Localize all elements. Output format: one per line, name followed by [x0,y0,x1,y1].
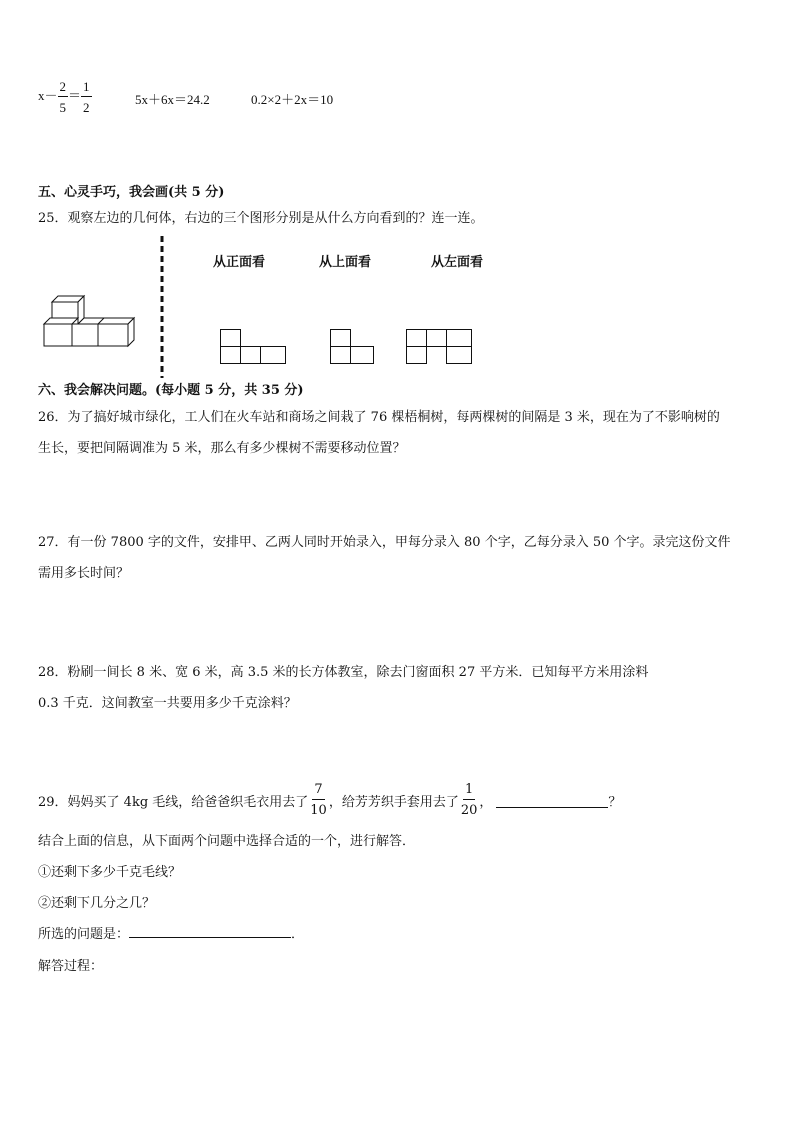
section-6-heading: 六、我会解决问题。(每小题 5 分，共 35 分) [38,383,304,398]
grid-cell [406,329,427,347]
view-grid-2[interactable] [330,329,374,365]
fraction-2-5: $\frac{2}{5}$ [59,79,67,115]
fraction-1-2: $\frac{1}{2}$ [83,79,90,115]
view-label-left: 从左面看 [431,255,484,270]
view-label-front: 从正面看 [213,255,266,270]
equation-1 [38,80,92,114]
equation-2: 5x＋6x＝24.2 [135,92,210,107]
question-25: 25．观察左边的几何体，右边的三个图形分别是从什么方向看到的？连一连。 [38,211,484,226]
question-27-line-2: 需用多长时间？ [38,566,130,581]
view-grid-1[interactable] [220,329,286,365]
question-26-line-1: 26．为了搞好城市绿化，工人们在火车站和商场之间栽了 76 棵梧桐树，每两棵树的间隔是 3 米，现在为了不影响树的 [38,410,720,425]
q29-answer-blank[interactable] [496,793,608,808]
selected-question-label: 所选的问题是： [38,927,130,942]
grid-cell [446,346,472,364]
grid-cell [220,346,241,364]
dashed-divider [159,236,165,378]
fraction-1-20: $\frac{1}{20}$ [460,782,478,818]
grid-cell [426,329,447,347]
grid-cell [260,346,286,364]
fraction-7-10: $\frac{7}{10}$ [310,782,327,818]
question-28-line-2: 0.3 千克．这间教室一共要用多少千克涂料？ [38,696,297,711]
q29-text-3: ， [479,794,493,810]
question-29-info: 结合上面的信息，从下面两个问题中选择合适的一个，进行解答． [38,834,416,849]
grid-cell [406,346,427,364]
selected-question-blank[interactable] [129,925,291,938]
question-29-option-2: ②还剩下几分之几？ [38,896,156,911]
q29-text-1: 29．妈妈买了 4kg 毛线，给爸爸织毛衣用去了 [38,794,309,810]
question-27-line-1: 27．有一份 7800 字的文件，安排甲、乙两人同时开始录入，甲每分录入 80 个字，乙每分录入 50 个字。录完这份文件 [38,535,731,550]
eq1-lhs: x－ [38,87,58,103]
equation-3: 0.2×2＋2x＝10 [251,92,334,107]
question-26-line-2: 生长，要把间隔调准为 5 米，那么有多少棵树不需要移动位置？ [38,441,406,456]
view-label-top: 从上面看 [319,255,372,270]
cube-solid-figure [38,290,142,354]
question-29 [38,783,621,817]
grid-cell [240,346,261,364]
grid-cell [446,329,472,347]
question-28-line-1: 28．粉刷一间长 8 米、宽 6 米，高 3.5 米的长方体教室，除去门窗面积 27 平方米．已知每平方米用涂料 [38,665,649,680]
selected-question-row [38,923,304,942]
section-5-heading: 五、心灵手巧，我会画(共 5 分) [38,185,225,200]
eq1-equals: ＝ [68,87,82,103]
question-29-option-1: ①还剩下多少千克毛线？ [38,865,182,880]
selected-question-end: ． [291,927,305,942]
q29-question-mark: ？ [608,794,622,810]
q29-text-2: ，给芳芳织手套用去了 [328,794,459,810]
grid-cell [220,329,241,347]
grid-cell [330,346,351,364]
grid-cell [330,329,351,347]
solution-label: 解答过程： [38,959,104,974]
view-grid-3[interactable] [406,329,472,365]
grid-cell [350,346,374,364]
